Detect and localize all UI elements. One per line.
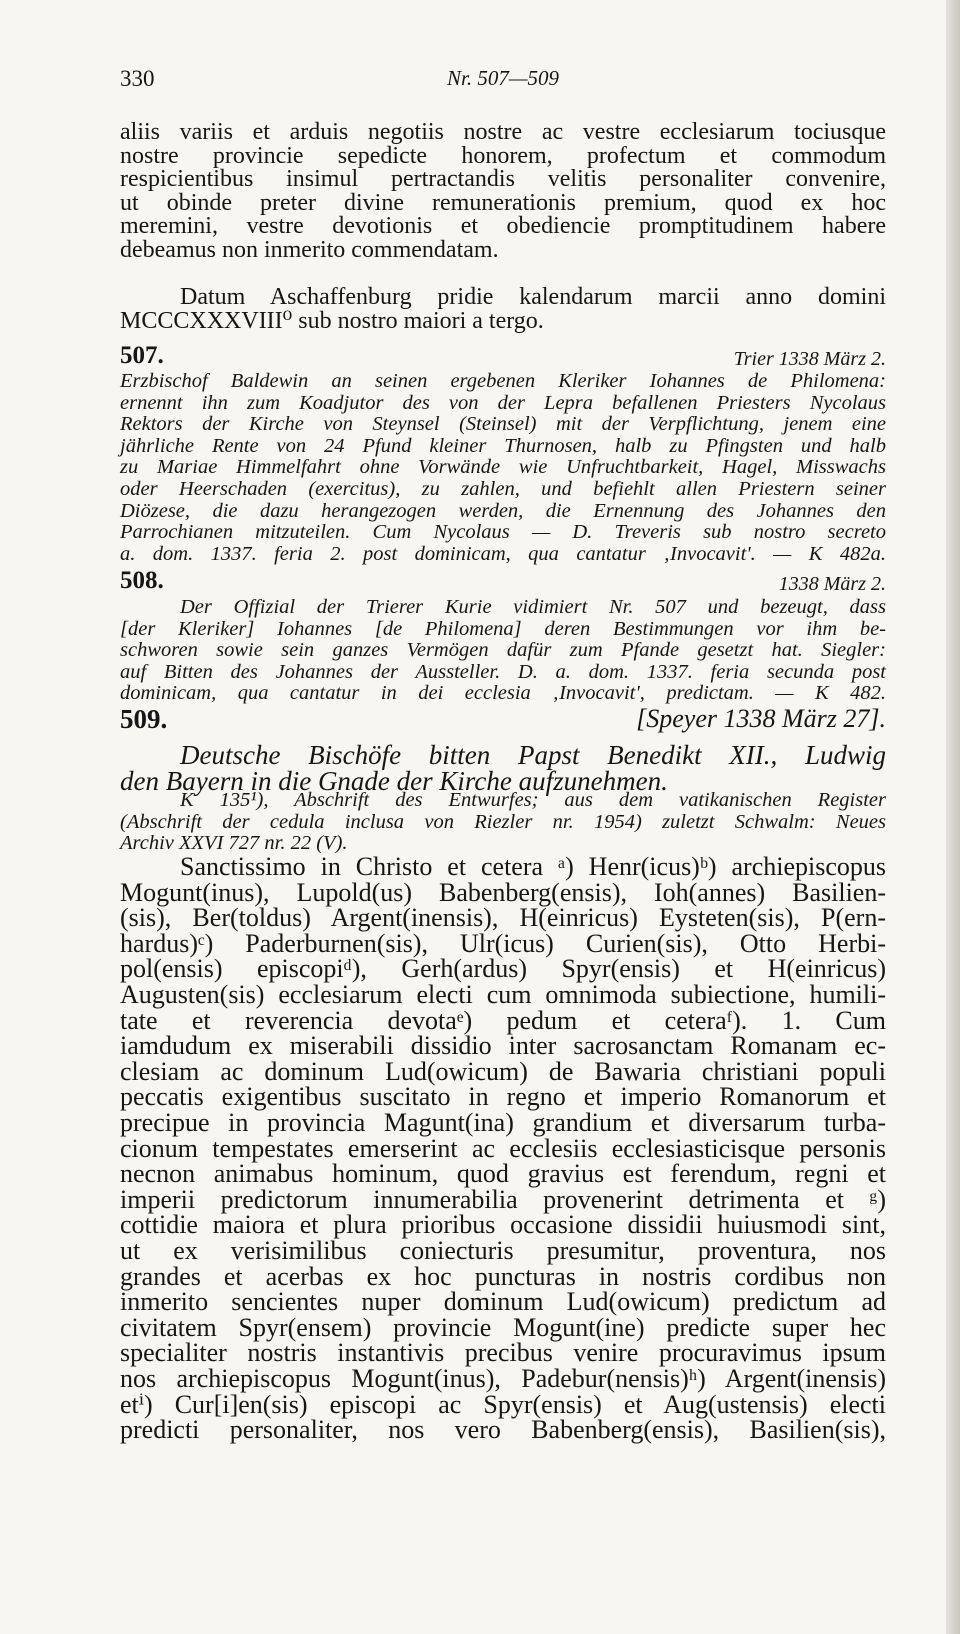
text-line: den Bayern in die Gnade der Kirche aufzunehmen.	[120, 766, 668, 796]
entry-number: 507.	[120, 342, 164, 369]
entry-number: 508.	[120, 567, 164, 594]
text-line: tate et reverencia devotaᵉ) pedum et ceteraᶠ). 1. Cum	[120, 1005, 886, 1035]
text-line: cionum tempestates emerserint ac ecclesiis ecclesiasticisque personis	[120, 1133, 886, 1163]
text-line: grandes et acerbas ex hoc puncturas in nostris cordibus non	[120, 1261, 886, 1291]
text-line: K 135¹), Abschrift des Entwurfes; aus dem vatikanischen Register	[180, 789, 886, 811]
text-line: precipue in provincia Magunt(ina) grandium et diversarum turba-	[120, 1108, 886, 1137]
text-line: Augusten(sis) ecclesiarum electi cum omnimoda subiectione, humili-	[120, 980, 886, 1009]
text-line: cottidie maiora et plura prioribus occasione dissidii huiusmodi sint,	[120, 1210, 886, 1240]
text-line: ut ex verisimilibus coniecturis presumitur, proventura, nos	[120, 1236, 886, 1265]
text-line: nos archiepiscopus Mogunt(inus), Padebur(nensis)ʰ) Argent(inensis)	[120, 1364, 886, 1393]
text-line: oder Heerschaden (exercitus), zu zahlen, und befiehlt allen Priestern seiner	[120, 478, 886, 500]
text-line: Mogunt(inus), Lupold(us) Babenberg(ensis), Ioh(annes) Basilien-	[120, 877, 886, 907]
text-line: auf Bitten des Johannes der Aussteller. D. a. dom. 1337. feria secunda post	[120, 660, 886, 683]
text-line: aliis variis et arduis negotiis nostre ac vestre ecclesiarum tociusque	[120, 119, 886, 145]
text-line: schworen sowie sein ganzes Vermögen dafür zum Pfande gesetzt hat. Siegler:	[120, 639, 886, 661]
text-line: Sanctissimo in Christo et cetera ᵃ) Henr(icus)ᵇ) archiepiscopus	[180, 852, 886, 881]
text-line: iamdudum ex miserabili dissidio inter sacrosanctam Romanam ec-	[120, 1031, 886, 1061]
text-line: Rektors der Kirche von Steynsel (Steinsel) mit der Verpflichtung, jenem eine	[120, 413, 886, 436]
text-line: hardus)ᶜ) Paderburnen(sis), Ulr(icus) Curien(sis), Otto Herbi-	[120, 928, 886, 958]
text-line: Parrochianen mitzuteilen. Cum Nycolaus — D. Treveris sub nostro secreto	[120, 521, 886, 544]
text-line: Deutsche Bischöfe bitten Papst Benedikt XII., Ludwig	[180, 740, 886, 770]
text-line: civitatem Spyr(ensem) provincie Mogunt(ine) predicte super hec	[120, 1312, 886, 1342]
entry-date: Trier 1338 März 2.	[733, 348, 886, 370]
text-line: necnon animabus hominum, quod gravius est ferendum, regni et	[120, 1159, 886, 1189]
text-line: Diözese, die dazu herangezogen werden, die Ernennung des Johannes den	[120, 499, 886, 522]
running-title: Nr. 507—509	[446, 66, 560, 90]
entry-509-heading	[120, 706, 886, 738]
entry-508-heading	[120, 568, 886, 598]
text-line: meremini, vestre devotionis et obediencie promptitudinem habere	[120, 213, 886, 239]
text-line: pol(ensis) episcopiᵈ), Gerh(ardus) Spyr(ensis) et H(einricus)	[120, 954, 886, 984]
entry-number: 509.	[120, 704, 168, 734]
text-line: Der Offizial der Trierer Kurie vidimiert Nr. 507 und bezeugt, dass	[180, 596, 886, 618]
page-edge-shadow	[946, 0, 960, 1634]
text-line: specialiter nostris instantivis precibus venire procuravimus ipsum	[120, 1338, 886, 1368]
text-line: inmerito sencientes nuper dominum Lud(owicum) predictum ad	[120, 1287, 886, 1317]
text-line: peccatis exigentibus suscitato in regno et imperio Romanorum et	[120, 1082, 886, 1112]
text-line: (sis), Ber(toldus) Argent(inensis), H(einricus) Eysteten(sis), P(ern-	[120, 903, 886, 933]
page-number: 330	[120, 66, 155, 91]
text-line: Erzbischof Baldewin an seinen ergebenen Kleriker Iohannes de Philomena:	[120, 370, 886, 392]
text-line: a. dom. 1337. feria 2. post dominicam, qua cantatur ‚Invocavit'. — K 482a.	[120, 542, 886, 565]
text-line: dominicam, qua cantatur in dei ecclesia ‚Invocavit', predictam. — K 482.	[120, 682, 886, 704]
text-line: debeamus non inmerito commendatam.	[120, 236, 499, 263]
text-line: (Abschrift der cedula inclusa von Riezler nr. 1954) zuletzt Schwalm: Neues	[120, 810, 886, 833]
text-line: imperii predictorum innumerabilia provenerint detrimenta et ᵍ)	[120, 1184, 886, 1214]
page-header	[120, 66, 886, 96]
text-line: Datum Aschaffenburg pridie kalendarum marcii anno domini	[180, 284, 886, 310]
text-line: clesiam ac dominum Lud(owicum) de Bawaria christiani populi	[120, 1056, 886, 1086]
text-line: predicti personaliter, nos vero Babenberg(ensis), Basilien(sis),	[120, 1415, 886, 1445]
text-line: jährliche Rente von 24 Pfund kleiner Thurnosen, halb zu Pfingsten und halb	[120, 434, 886, 457]
text-line: etⁱ) Cur[i]en(sis) episcopi ac Spyr(ensis) et Aug(ustensis) electi	[120, 1389, 886, 1419]
text-line: ut obinde preter divine remunerationis premium, quod ex hoc	[120, 189, 886, 216]
entry-507-heading	[120, 343, 886, 373]
text-line: Archiv XXVI 727 nr. 22 (V).	[120, 832, 348, 854]
text-line: nostre provincie sepedicte honorem, profectum et commodum	[120, 142, 886, 169]
entry-date: 1338 März 2.	[778, 573, 886, 595]
text-line: MCCCXXXVIII⁰ sub nostro maiori a tergo.	[120, 308, 544, 334]
text-line: respicientibus insimul pertractandis velitis personaliter convenire,	[120, 166, 886, 192]
entry-date: [Speyer 1338 März 27].	[636, 704, 886, 733]
text-line: [der Kleriker] Iohannes [de Philomena] deren Bestimmungen vor ihm be-	[120, 617, 886, 640]
text-line: ernennt ihn zum Koadjutor des von der Lepra befallenen Priesters Nycolaus	[120, 391, 886, 414]
text-line: zu Mariae Himmelfahrt ohne Vorwände wie Unfruchtbarkeit, Hagel, Misswachs	[120, 456, 886, 479]
